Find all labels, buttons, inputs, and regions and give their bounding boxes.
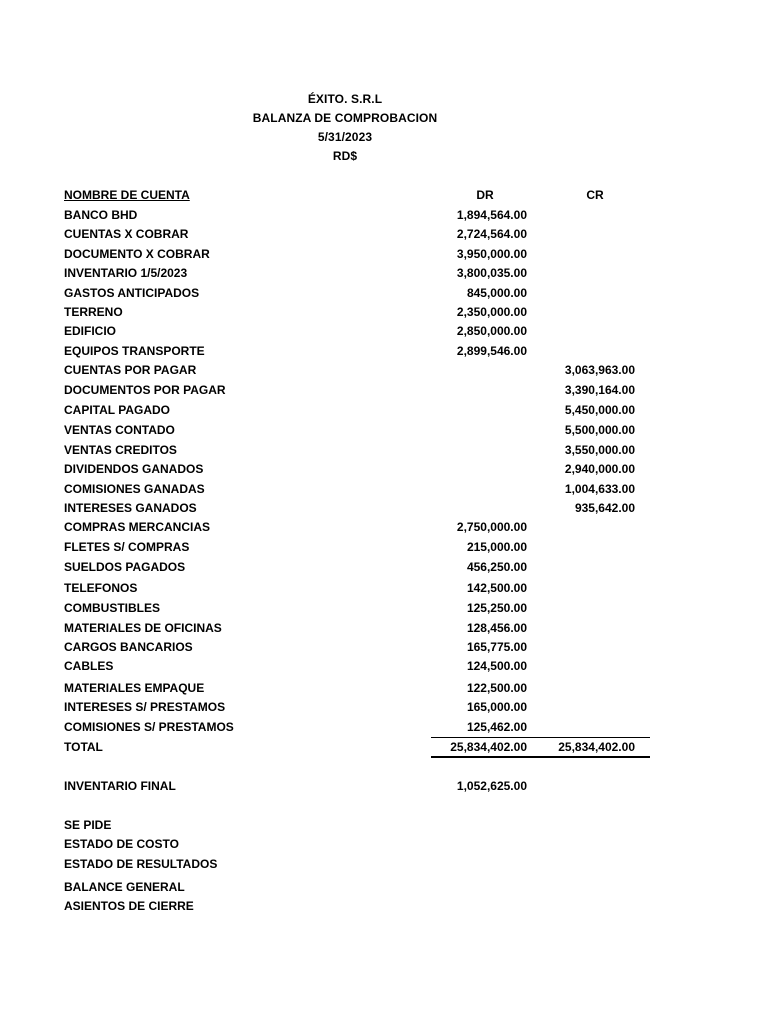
account-row — [0, 659, 768, 678]
account-row — [0, 324, 768, 343]
account-row — [0, 403, 768, 422]
account-name: INTERESES S/ PRESTAMOS — [64, 700, 226, 714]
account-dr: 165,000.00 — [466, 700, 527, 714]
column-header-name: NOMBRE DE CUENTA — [64, 188, 190, 202]
account-row — [0, 720, 768, 739]
account-dr: 2,899,546.00 — [456, 344, 527, 358]
account-name: VENTAS CREDITOS — [64, 443, 177, 457]
account-name: COMBUSTIBLES — [64, 601, 160, 615]
account-row — [0, 501, 768, 520]
account-row — [0, 286, 768, 305]
account-row — [0, 363, 768, 382]
account-row — [0, 520, 768, 539]
final-inventory-row — [0, 779, 768, 798]
account-name: COMISIONES S/ PRESTAMOS — [64, 720, 234, 734]
final-inventory-label: INVENTARIO FINAL — [64, 779, 176, 793]
account-name: CUENTAS POR PAGAR — [64, 363, 197, 377]
account-name: INTERESES GANADOS — [64, 501, 197, 515]
account-name: TERRENO — [64, 305, 123, 319]
account-dr: 142,500.00 — [466, 581, 527, 595]
account-dr: 2,750,000.00 — [456, 520, 527, 534]
account-name: COMISIONES GANADAS — [64, 482, 205, 496]
request-item: ESTADO DE RESULTADOS — [64, 857, 218, 871]
account-name: CARGOS BANCARIOS — [64, 640, 193, 654]
account-name: BANCO BHD — [64, 208, 138, 222]
company-name: ÉXITO. S.R.L — [307, 92, 383, 106]
account-name: MATERIALES EMPAQUE — [64, 681, 205, 695]
account-row — [0, 383, 768, 402]
final-inventory-dr: 1,052,625.00 — [456, 779, 527, 793]
account-name: DOCUMENTOS POR PAGAR — [64, 383, 226, 397]
account-cr: 935,642.00 — [574, 501, 635, 515]
account-name: EDIFICIO — [64, 324, 117, 338]
account-row — [0, 305, 768, 324]
account-row — [0, 581, 768, 600]
account-name: SUELDOS PAGADOS — [64, 560, 186, 574]
account-name: EQUIPOS TRANSPORTE — [64, 344, 205, 358]
account-dr: 2,850,000.00 — [456, 324, 527, 338]
report-date: 5/31/2023 — [317, 130, 373, 144]
column-header-cr: CR — [586, 188, 604, 202]
account-dr: 1,894,564.00 — [456, 208, 527, 222]
account-row — [0, 344, 768, 363]
account-dr: 165,775.00 — [466, 640, 527, 654]
account-row — [0, 681, 768, 700]
account-row — [0, 621, 768, 640]
account-cr: 5,450,000.00 — [564, 403, 635, 417]
account-row — [0, 227, 768, 246]
account-row — [0, 700, 768, 719]
report-title: BALANZA DE COMPROBACION — [252, 111, 438, 125]
request-item: BALANCE GENERAL — [64, 880, 185, 894]
account-name: CAPITAL PAGADO — [64, 403, 171, 417]
account-dr: 124,500.00 — [466, 659, 527, 673]
account-dr: 456,250.00 — [466, 560, 527, 574]
account-dr: 3,950,000.00 — [456, 247, 527, 261]
total-bottom-rule — [431, 756, 650, 758]
requests-heading: SE PIDE — [64, 818, 112, 832]
account-cr: 1,004,633.00 — [564, 482, 635, 496]
account-row — [0, 266, 768, 285]
account-row — [0, 482, 768, 501]
account-name: MATERIALES DE OFICINAS — [64, 621, 222, 635]
account-dr: 3,800,035.00 — [456, 266, 527, 280]
account-name: DOCUMENTO X COBRAR — [64, 247, 210, 261]
account-name: COMPRAS MERCANCIAS — [64, 520, 211, 534]
total-label: TOTAL — [64, 740, 103, 754]
account-dr: 845,000.00 — [466, 286, 527, 300]
account-name: INVENTARIO 1/5/2023 — [64, 266, 188, 280]
account-cr: 2,940,000.00 — [564, 462, 635, 476]
account-name: GASTOS ANTICIPADOS — [64, 286, 200, 300]
account-dr: 125,462.00 — [466, 720, 527, 734]
account-name: FLETES S/ COMPRAS — [64, 540, 190, 554]
account-dr: 122,500.00 — [466, 681, 527, 695]
total-row — [0, 740, 768, 759]
account-dr: 125,250.00 — [466, 601, 527, 615]
account-cr: 3,550,000.00 — [564, 443, 635, 457]
account-row — [0, 443, 768, 462]
column-header-dr: DR — [476, 188, 494, 202]
account-name: CUENTAS X COBRAR — [64, 227, 189, 241]
account-name: CABLES — [64, 659, 114, 673]
account-row — [0, 208, 768, 227]
total-top-rule — [431, 737, 650, 738]
account-row — [0, 640, 768, 659]
account-name: VENTAS CONTADO — [64, 423, 175, 437]
account-row — [0, 540, 768, 559]
account-row — [0, 247, 768, 266]
account-row — [0, 423, 768, 442]
total-cr: 25,834,402.00 — [558, 740, 635, 754]
account-dr: 2,350,000.00 — [456, 305, 527, 319]
account-cr: 3,063,963.00 — [564, 363, 635, 377]
column-header-row — [0, 188, 768, 207]
account-row — [0, 601, 768, 620]
request-item: ASIENTOS DE CIERRE — [64, 899, 194, 913]
account-cr: 3,390,164.00 — [564, 383, 635, 397]
account-name: DIVIDENDOS GANADOS — [64, 462, 204, 476]
account-row — [0, 560, 768, 579]
account-dr: 2,724,564.00 — [456, 227, 527, 241]
account-row — [0, 462, 768, 481]
account-name: TELEFONOS — [64, 581, 138, 595]
currency-label: RD$ — [332, 149, 358, 163]
account-cr: 5,500,000.00 — [564, 423, 635, 437]
request-item: ESTADO DE COSTO — [64, 837, 179, 851]
account-dr: 215,000.00 — [466, 540, 527, 554]
total-dr: 25,834,402.00 — [450, 740, 527, 754]
account-dr: 128,456.00 — [466, 621, 527, 635]
